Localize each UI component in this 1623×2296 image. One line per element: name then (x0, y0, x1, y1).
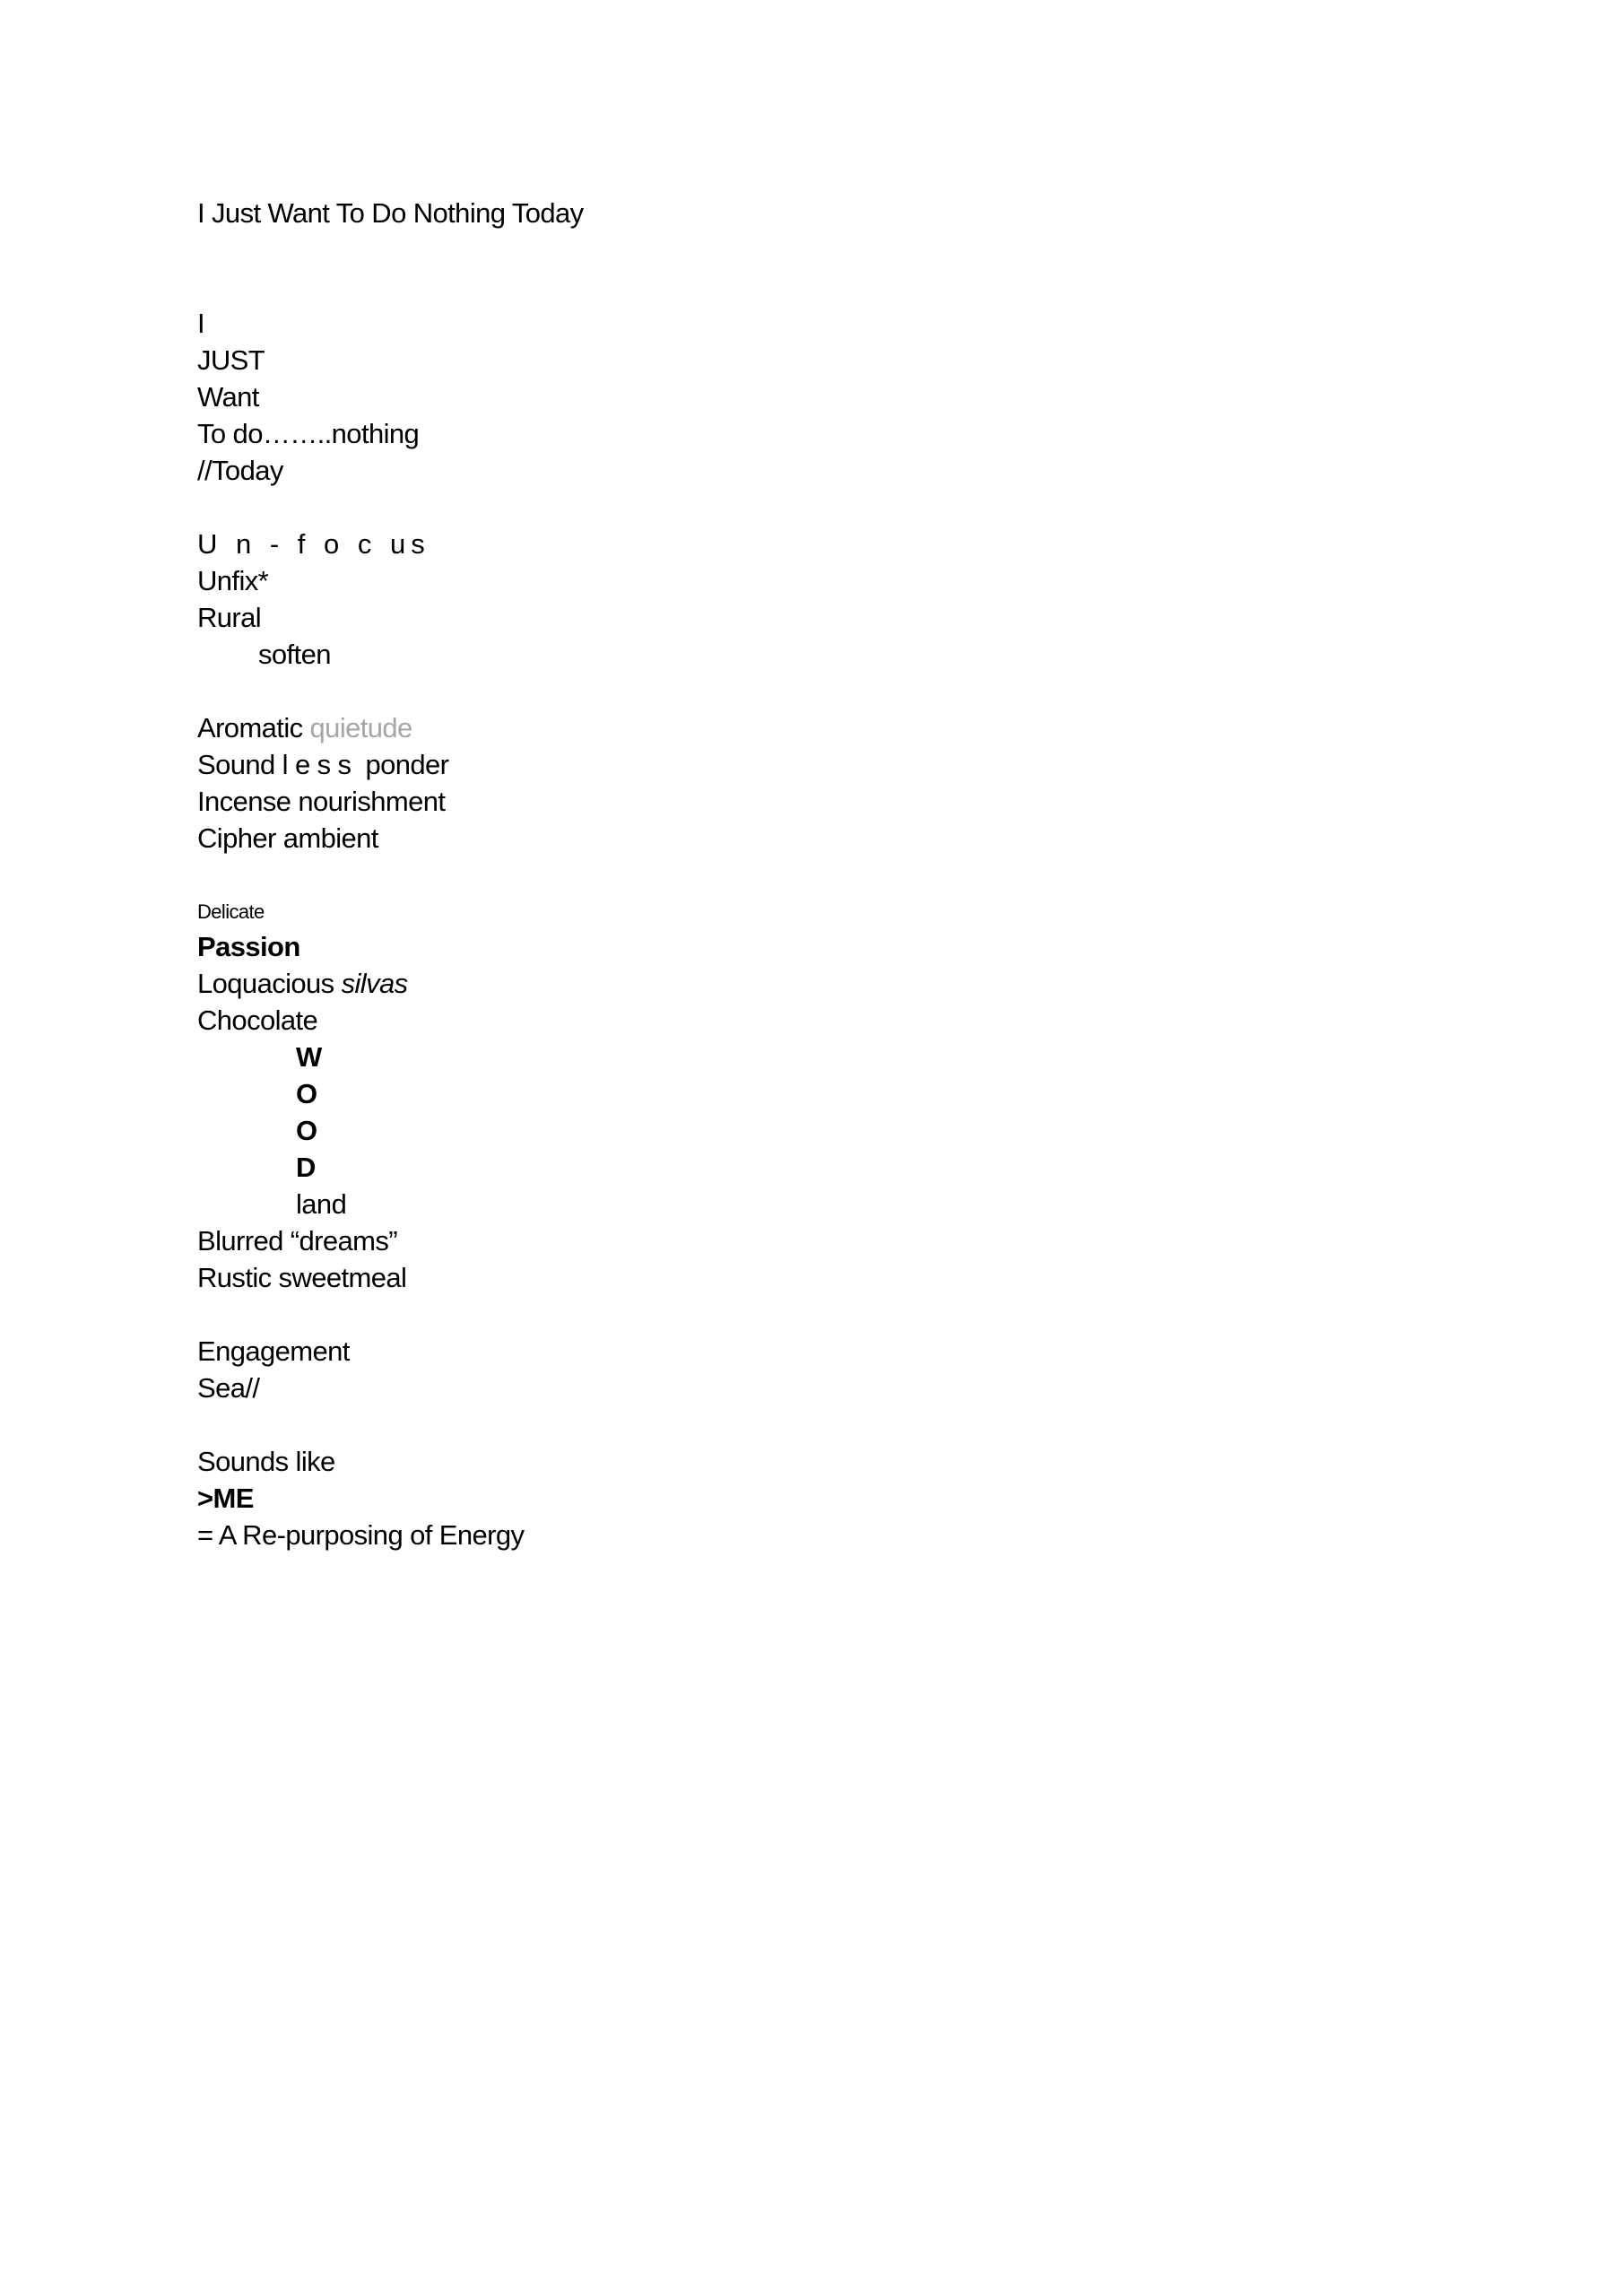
poem-line: To do……..nothing (197, 418, 420, 449)
stanza-2 (197, 526, 1363, 673)
poem-line: Unfix* (197, 565, 269, 596)
stanza-break (197, 1296, 1363, 1333)
poem-line (197, 709, 1363, 746)
poem-line: Sounds like (197, 1446, 335, 1477)
poem-line: Want (197, 381, 259, 413)
poem-line: U n - f o c us (197, 528, 430, 560)
poem-line: Sea// (197, 1372, 260, 1404)
poem-line: Cipher ambient (197, 822, 378, 854)
stanza-break (197, 857, 1363, 893)
stanza-6 (197, 1443, 1363, 1553)
poem-line (197, 965, 1363, 1002)
poem-line: Chocolate (197, 1004, 318, 1036)
poem-letter-d: D (296, 1152, 316, 1183)
poem-letter-w: W (296, 1041, 322, 1073)
poem-line-indented: land (296, 1188, 347, 1220)
poem-line-bold: >ME (197, 1483, 254, 1514)
poem-word-italic: silvas (341, 968, 408, 999)
poem-line-bold: Passion (197, 931, 300, 962)
stanza-break (197, 489, 1363, 526)
poem-line-indented: soften (258, 639, 331, 670)
poem-line-small: Delicate (197, 900, 265, 923)
poem-line: Rustic sweetmeal (197, 1262, 407, 1293)
poem-word-grey: quietude (309, 712, 412, 744)
poem-line: Sound l e s s ponder (197, 749, 449, 780)
poem-line: I (197, 308, 205, 339)
stanza-1 (197, 305, 1363, 489)
stanza-break (197, 1406, 1363, 1443)
poem-line: Incense nourishment (197, 786, 446, 817)
poem-body (197, 195, 1363, 1553)
poem-line: Rural (197, 602, 262, 633)
poem-title: I Just Want To Do Nothing Today (197, 197, 584, 229)
poem-word: Loquacious (197, 968, 334, 999)
stanza-3 (197, 709, 1363, 857)
stanza-break (197, 673, 1363, 709)
poem-letter-o: O (296, 1115, 317, 1146)
stanza-5 (197, 1333, 1363, 1406)
poem-line: JUST (197, 344, 265, 376)
poem-line: Blurred “dreams” (197, 1225, 397, 1257)
poem-line: Engagement (197, 1335, 350, 1367)
stanza-4 (197, 899, 1363, 1296)
poem-letter-o: O (296, 1078, 317, 1109)
poem-line: //Today (197, 455, 283, 486)
poem-word: Aromatic (197, 712, 303, 744)
poem-line: = A Re-purposing of Energy (197, 1519, 525, 1551)
